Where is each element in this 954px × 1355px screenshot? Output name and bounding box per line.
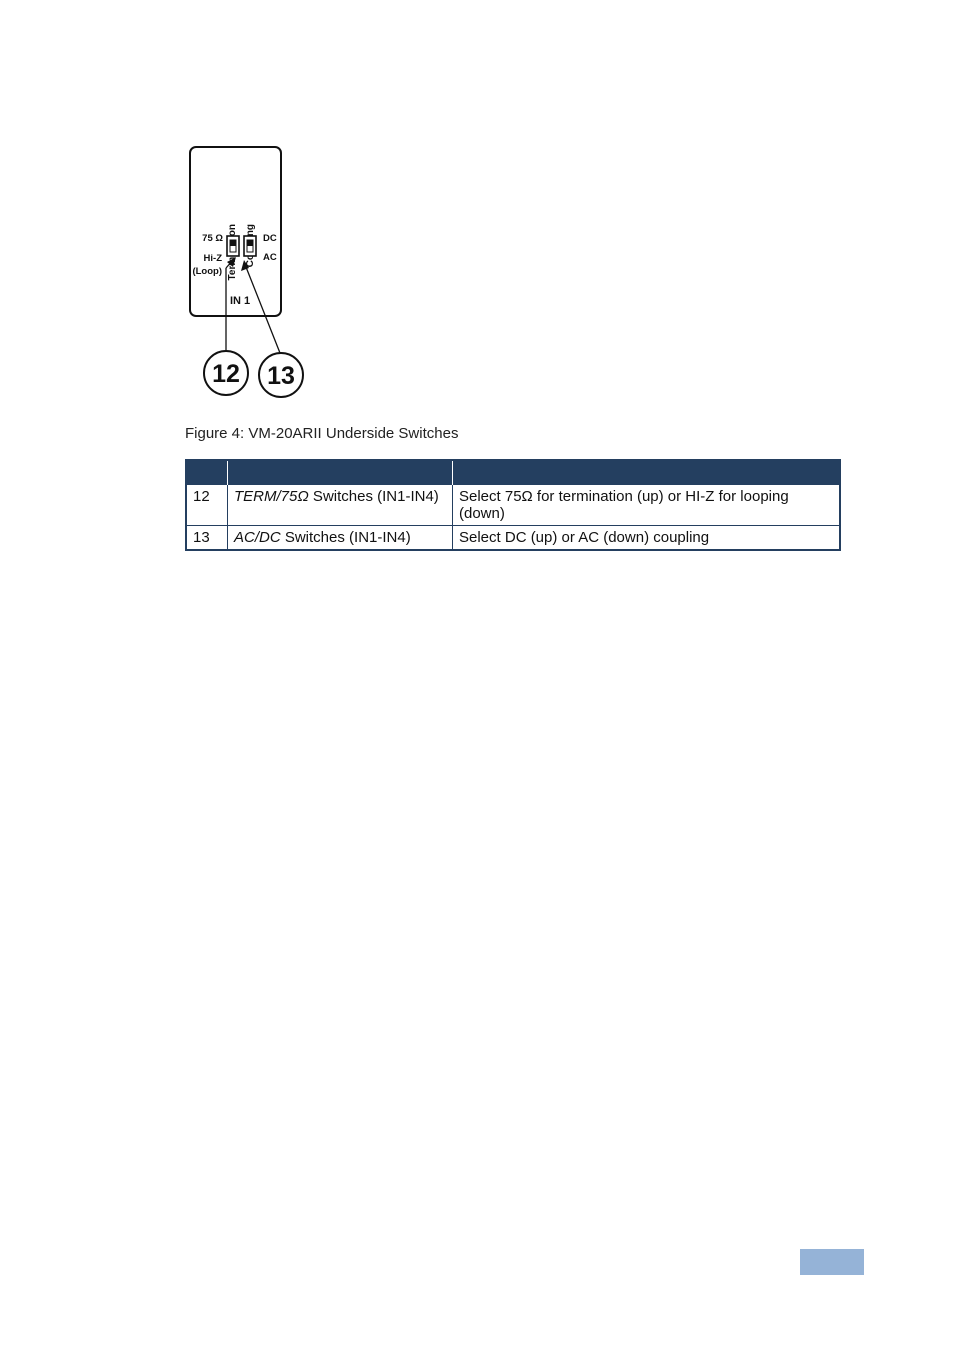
feature-name: TERM/75Ω [234,488,309,505]
header-cell-number [186,460,228,485]
row-function: Select 75Ω for termination (up) or HI-Z for looping (down) [453,485,841,526]
page-number-tab [800,1249,864,1275]
table-row [186,485,840,526]
underside-switches-figure [170,130,330,410]
feature-name: AC/DC [234,529,281,546]
switches-table [185,459,841,551]
table-header-row [186,460,840,485]
header-cell-feature [228,460,453,485]
row-feature [228,526,453,551]
ac-label: AC [263,252,277,263]
row-function: Select DC (up) or AC (down) coupling [453,526,841,551]
feature-suffix: Switches (IN1-IN4) [308,488,439,505]
input-label: IN 1 [230,295,251,307]
ohm75-label: 75 Ω [202,233,223,244]
row-number: 13 [186,526,228,551]
row-feature [228,485,453,526]
dc-label: DC [263,233,277,244]
callout-13-number: 13 [267,362,295,390]
header-cell-function [453,460,841,485]
row-number: 12 [186,485,228,526]
callout-12-number: 12 [212,360,240,388]
loop-label: (Loop) [192,266,222,277]
table-row [186,526,840,551]
figure-caption: Figure 4: VM-20ARII Underside Switches [185,425,459,442]
feature-suffix: Switches (IN1-IN4) [280,529,411,546]
hiz-label: Hi-Z [203,253,222,264]
